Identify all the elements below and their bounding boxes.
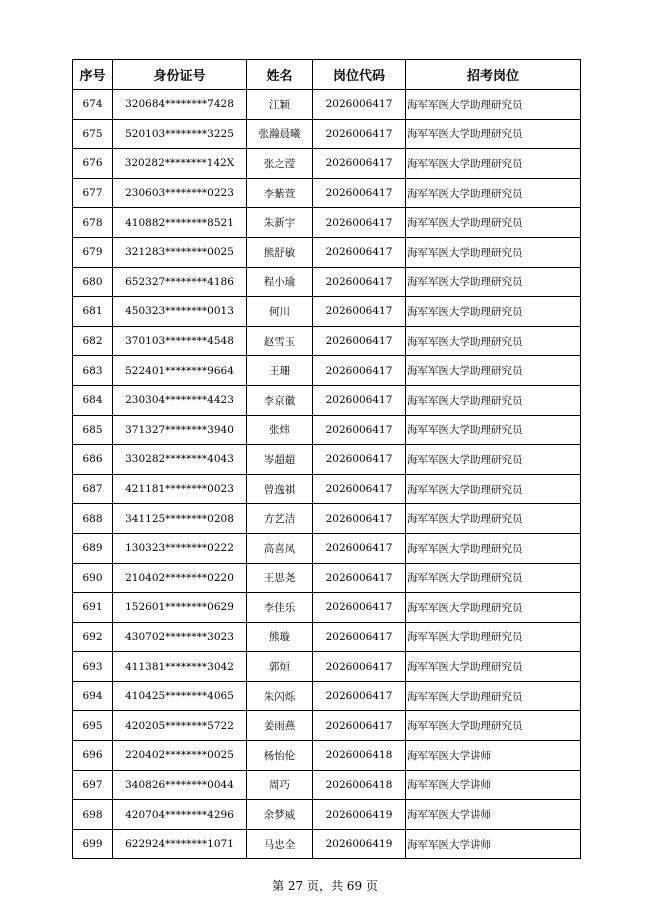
cell-post: 海军军医大学助理研究员 — [406, 415, 581, 445]
cell-post: 海军军医大学助理研究员 — [406, 237, 581, 267]
cell-id-number: 321283********0025 — [113, 237, 247, 267]
candidate-table — [72, 59, 581, 859]
cell-name: 岑超超 — [247, 445, 313, 475]
cell-post-code: 2026006417 — [313, 593, 406, 623]
table-row — [73, 711, 581, 741]
table-row — [73, 90, 581, 120]
cell-post: 海军军医大学助理研究员 — [406, 90, 581, 120]
cell-name: 何川 — [247, 297, 313, 327]
cell-post-code: 2026006417 — [313, 474, 406, 504]
cell-post: 海军军医大学助理研究员 — [406, 178, 581, 208]
cell-post-code: 2026006417 — [313, 563, 406, 593]
cell-post-code: 2026006417 — [313, 90, 406, 120]
cell-name: 李京徽 — [247, 385, 313, 415]
table-row — [73, 770, 581, 800]
cell-name: 张之滢 — [247, 149, 313, 179]
cell-id-number: 152601********0629 — [113, 593, 247, 623]
cell-post-code: 2026006417 — [313, 445, 406, 475]
cell-name: 方艺洁 — [247, 504, 313, 534]
cell-post: 海军军医大学助理研究员 — [406, 711, 581, 741]
cell-id-number: 520103********3225 — [113, 119, 247, 149]
cell-name: 赵雪玉 — [247, 326, 313, 356]
cell-id-number: 420205********5722 — [113, 711, 247, 741]
cell-post: 海军军医大学助理研究员 — [406, 652, 581, 682]
cell-post-code: 2026006419 — [313, 800, 406, 830]
cell-id-number: 371327********3940 — [113, 415, 247, 445]
cell-post: 海军军医大学助理研究员 — [406, 445, 581, 475]
cell-post-code: 2026006417 — [313, 297, 406, 327]
table-row — [73, 533, 581, 563]
cell-id-number: 130323********0222 — [113, 533, 247, 563]
cell-seq: 688 — [73, 504, 113, 534]
header-post: 招考岗位 — [406, 60, 581, 90]
cell-post-code: 2026006417 — [313, 711, 406, 741]
cell-post: 海军军医大学助理研究员 — [406, 356, 581, 386]
cell-name: 张瀚晨曦 — [247, 119, 313, 149]
cell-name: 高喜凤 — [247, 533, 313, 563]
cell-post: 海军军医大学助理研究员 — [406, 563, 581, 593]
cell-name: 朱新宇 — [247, 208, 313, 238]
cell-post-code: 2026006417 — [313, 652, 406, 682]
cell-post-code: 2026006417 — [313, 119, 406, 149]
cell-name: 姜雨燕 — [247, 711, 313, 741]
cell-post: 海军军医大学助理研究员 — [406, 593, 581, 623]
cell-id-number: 450323********0013 — [113, 297, 247, 327]
cell-post: 海军军医大学助理研究员 — [406, 149, 581, 179]
cell-id-number: 230603********0223 — [113, 178, 247, 208]
table-header-row — [73, 60, 581, 90]
cell-post-code: 2026006417 — [313, 385, 406, 415]
cell-post: 海军军医大学讲师 — [406, 741, 581, 771]
cell-post: 海军军医大学助理研究员 — [406, 326, 581, 356]
cell-id-number: 370103********4548 — [113, 326, 247, 356]
cell-name: 曾逸祺 — [247, 474, 313, 504]
cell-id-number: 230304********4423 — [113, 385, 247, 415]
table-row — [73, 119, 581, 149]
header-code: 岗位代码 — [313, 60, 406, 90]
cell-post-code: 2026006417 — [313, 178, 406, 208]
cell-id-number: 220402********0025 — [113, 741, 247, 771]
cell-name: 王思尧 — [247, 563, 313, 593]
table-row — [73, 149, 581, 179]
cell-seq: 689 — [73, 533, 113, 563]
table-row — [73, 385, 581, 415]
cell-id-number: 341125********0208 — [113, 504, 247, 534]
cell-seq: 682 — [73, 326, 113, 356]
cell-post-code: 2026006417 — [313, 681, 406, 711]
header-id: 身份证号 — [113, 60, 247, 90]
cell-seq: 674 — [73, 90, 113, 120]
cell-id-number: 420704********4296 — [113, 800, 247, 830]
cell-post-code: 2026006419 — [313, 829, 406, 859]
cell-seq: 690 — [73, 563, 113, 593]
cell-name: 周巧 — [247, 770, 313, 800]
cell-post-code: 2026006417 — [313, 237, 406, 267]
cell-name: 江颖 — [247, 90, 313, 120]
cell-post: 海军军医大学讲师 — [406, 829, 581, 859]
table-row — [73, 415, 581, 445]
table-row — [73, 326, 581, 356]
cell-name: 熊璇 — [247, 622, 313, 652]
cell-seq: 685 — [73, 415, 113, 445]
cell-seq: 678 — [73, 208, 113, 238]
cell-seq: 692 — [73, 622, 113, 652]
cell-id-number: 210402********0220 — [113, 563, 247, 593]
cell-name: 王珊 — [247, 356, 313, 386]
cell-name: 郭烜 — [247, 652, 313, 682]
cell-post-code: 2026006417 — [313, 504, 406, 534]
cell-id-number: 410425********4065 — [113, 681, 247, 711]
cell-id-number: 410882********8521 — [113, 208, 247, 238]
table-row — [73, 800, 581, 830]
cell-name: 李紫萱 — [247, 178, 313, 208]
header-seq: 序号 — [73, 60, 113, 90]
cell-id-number: 320282********142X — [113, 149, 247, 179]
cell-post: 海军军医大学讲师 — [406, 770, 581, 800]
cell-name: 朱闪烁 — [247, 681, 313, 711]
cell-name: 张炜 — [247, 415, 313, 445]
cell-post: 海军军医大学助理研究员 — [406, 622, 581, 652]
table-row — [73, 356, 581, 386]
cell-post: 海军军医大学讲师 — [406, 800, 581, 830]
table-row — [73, 681, 581, 711]
table-row — [73, 474, 581, 504]
table-row — [73, 622, 581, 652]
cell-seq: 697 — [73, 770, 113, 800]
cell-id-number: 320684********7428 — [113, 90, 247, 120]
cell-id-number: 522401********9664 — [113, 356, 247, 386]
cell-seq: 683 — [73, 356, 113, 386]
cell-post: 海军军医大学助理研究员 — [406, 297, 581, 327]
cell-post-code: 2026006417 — [313, 149, 406, 179]
cell-post: 海军军医大学助理研究员 — [406, 474, 581, 504]
cell-seq: 680 — [73, 267, 113, 297]
table-row — [73, 652, 581, 682]
cell-seq: 679 — [73, 237, 113, 267]
cell-seq: 698 — [73, 800, 113, 830]
cell-seq: 677 — [73, 178, 113, 208]
cell-post: 海军军医大学助理研究员 — [406, 504, 581, 534]
table-row — [73, 829, 581, 859]
cell-post-code: 2026006417 — [313, 267, 406, 297]
cell-name: 李佳乐 — [247, 593, 313, 623]
cell-post-code: 2026006417 — [313, 208, 406, 238]
table-row — [73, 297, 581, 327]
table-row — [73, 593, 581, 623]
table-body — [73, 90, 581, 859]
table-row — [73, 237, 581, 267]
cell-seq: 675 — [73, 119, 113, 149]
cell-seq: 676 — [73, 149, 113, 179]
page-footer: 第 27 页，共 69 页 — [272, 879, 378, 893]
cell-post-code: 2026006417 — [313, 415, 406, 445]
cell-name: 余梦威 — [247, 800, 313, 830]
table-row — [73, 208, 581, 238]
cell-id-number: 652327********4186 — [113, 267, 247, 297]
cell-post: 海军军医大学助理研究员 — [406, 119, 581, 149]
table-row — [73, 563, 581, 593]
cell-id-number: 421181********0023 — [113, 474, 247, 504]
cell-id-number: 330282********4043 — [113, 445, 247, 475]
cell-id-number: 622924********1071 — [113, 829, 247, 859]
cell-post-code: 2026006417 — [313, 622, 406, 652]
cell-id-number: 430702********3023 — [113, 622, 247, 652]
cell-seq: 684 — [73, 385, 113, 415]
table-row — [73, 178, 581, 208]
cell-seq: 687 — [73, 474, 113, 504]
cell-seq: 686 — [73, 445, 113, 475]
cell-seq: 681 — [73, 297, 113, 327]
cell-seq: 691 — [73, 593, 113, 623]
cell-id-number: 340826********0044 — [113, 770, 247, 800]
cell-post: 海军军医大学助理研究员 — [406, 385, 581, 415]
cell-post-code: 2026006418 — [313, 741, 406, 771]
cell-seq: 693 — [73, 652, 113, 682]
cell-seq: 699 — [73, 829, 113, 859]
cell-name: 杨怡伦 — [247, 741, 313, 771]
cell-post: 海军军医大学助理研究员 — [406, 267, 581, 297]
cell-post-code: 2026006417 — [313, 326, 406, 356]
table-row — [73, 267, 581, 297]
table-row — [73, 741, 581, 771]
cell-post-code: 2026006418 — [313, 770, 406, 800]
table-row — [73, 445, 581, 475]
cell-seq: 694 — [73, 681, 113, 711]
cell-post-code: 2026006417 — [313, 356, 406, 386]
header-name: 姓名 — [247, 60, 313, 90]
cell-seq: 695 — [73, 711, 113, 741]
cell-id-number: 411381********3042 — [113, 652, 247, 682]
cell-post: 海军军医大学助理研究员 — [406, 681, 581, 711]
cell-name: 熊舒敏 — [247, 237, 313, 267]
table-row — [73, 504, 581, 534]
cell-name: 马忠全 — [247, 829, 313, 859]
cell-seq: 696 — [73, 741, 113, 771]
cell-post-code: 2026006417 — [313, 533, 406, 563]
cell-post: 海军军医大学助理研究员 — [406, 208, 581, 238]
cell-post: 海军军医大学助理研究员 — [406, 533, 581, 563]
cell-name: 程小瑜 — [247, 267, 313, 297]
